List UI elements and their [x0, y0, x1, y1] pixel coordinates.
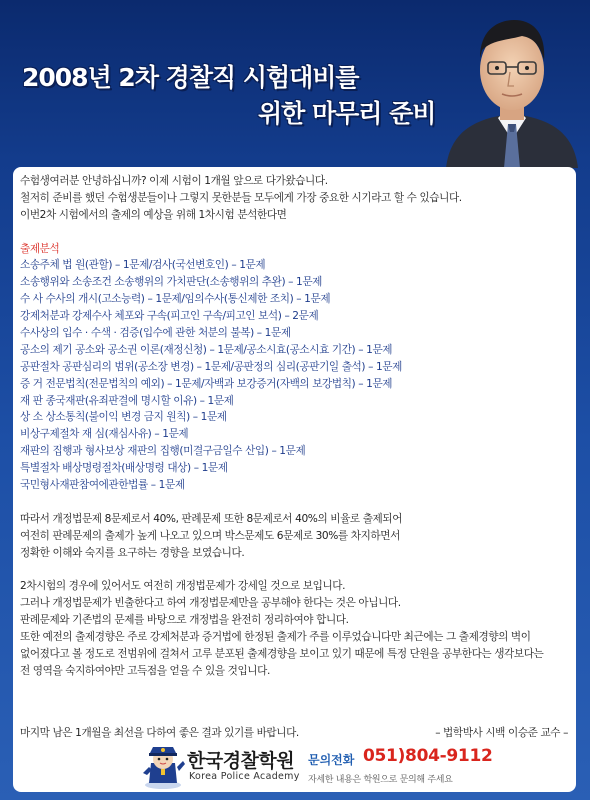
paragraph-line: 그러나 개정법문제가 빈출한다고 하여 개정법문제만을 공부해야 한다는 것은 아닙니다. [20, 597, 401, 610]
academy-footer [141, 743, 521, 791]
content-card [13, 167, 576, 792]
phone-number: 051)804-9112 [363, 746, 493, 766]
paragraph-line: 없어졌다고 볼 정도로 전범위에 걸쳐서 고루 분포된 출제경향을 보이고 있기 때문에 특정 단원을 공부한다는 생각보다는 [20, 647, 544, 660]
paragraph-line: 전 영역을 숙지하여야만 고득점을 얻을 수 있을 것입니다. [20, 664, 270, 677]
paragraph-line: 정확한 이해와 숙지를 요구하는 경향을 보였습니다. [20, 546, 245, 559]
analysis-item: 수사상의 입수 · 수색 · 검증(입수에 관한 처분의 불복) – 1문제 [20, 327, 291, 340]
analysis-item: 상 소 상소통칙(불이익 변경 금지 원칙) – 1문제 [20, 411, 227, 424]
header-banner [0, 0, 590, 168]
paragraph-line: 따라서 개정법문제 8문제로서 40%, 판례문제 또한 8문제로서 40%의 비율로 출제되어 [20, 512, 403, 525]
analysis-item: 재 판 종국재판(유죄판결에 명시할 이유) – 1문제 [20, 394, 234, 407]
phone-note: 자세한 내용은 학원으로 문의해 주세요 [308, 775, 453, 785]
intro-line: 수험생여러분 안녕하십니까? 이제 시험이 1개월 앞으로 다가왔습니다. [20, 175, 328, 187]
phone-label: 문의전화 [308, 753, 355, 767]
intro-line: 철저히 준비를 했던 수험생분들이나 그렇지 못한분들 모두에게 가장 중요한 시기라고 할 수 있습니다. [20, 191, 462, 204]
paragraph-line: 또한 예전의 출제경향은 주로 강제처분과 증거법에 한정된 출제가 주를 이루었습니다만 최근에는 그 출제경향의 벽이 [20, 631, 531, 644]
analysis-item: 공소의 제기 공소와 공소권 이론(재정신청) – 1문제/공소시효(공소시효 기간) – 1문제 [20, 343, 393, 356]
police-mascot-logo [141, 743, 185, 789]
author-signature: – 법학박사 시백 이승준 교수 – [435, 727, 568, 739]
analysis-item: 강제처분과 강제수사 체포와 구속(피고인 구속/피고인 보석) – 2문제 [20, 310, 319, 323]
professor-portrait [438, 6, 586, 168]
academy-name-en: Korea Police Academy [189, 771, 300, 782]
paragraph-line: 판례문제와 기존법의 문제를 바탕으로 개정법을 완전히 정리하여야 합니다. [20, 614, 349, 627]
paragraph-line: 여전히 판례문제의 출제가 높게 나오고 있으며 박스문제도 6문제로 30%를 차지하면서 [20, 529, 400, 542]
analysis-item: 공판절차 공판심리의 범위(공소장 변경) – 1문제/공판정의 심리(공판기일 출석) – 1문제 [20, 360, 402, 373]
intro-line: 이번2차 시험에서의 출제의 예상을 위해 1차시험 분석한다면 [20, 208, 287, 221]
closing-remark: 마지막 남은 1개월을 최선을 다하여 좋은 결과 있기를 바랍니다. [20, 727, 299, 739]
analysis-item: 특별절차 배상명령절차(배상명령 대상) – 1문제 [20, 462, 228, 475]
paragraph-line: 2차시험의 경우에 있어서도 여전히 개정법문제가 강세일 것으로 보입니다. [20, 580, 346, 593]
analysis-item: 소송행위와 소송조건 소송행위의 가치판단(소송행위의 추완) – 1문제 [20, 276, 323, 289]
analysis-item: 재판의 집행과 형사보상 재판의 집행(미결구금일수 산입) – 1문제 [20, 445, 306, 458]
academy-name-ko: 한국경찰학원 [187, 750, 295, 772]
analysis-heading: 출제분석 [20, 242, 60, 255]
page-title-line1: 2008년 2차 경찰직 시험대비를 [22, 63, 359, 92]
article-body [20, 173, 570, 680]
analysis-item: 비상구제절차 재 심(재심사유) – 1문제 [20, 428, 189, 441]
analysis-item: 국민형사재판참여에관한법률 – 1문제 [20, 479, 185, 492]
analysis-item: 증 거 전문법칙(전문법칙의 예외) – 1문제/자백과 보강증거(자백의 보강법칙) – 1문제 [20, 377, 393, 390]
page-title-line2: 위한 마무리 준비 [258, 99, 436, 128]
analysis-item: 소송주체 법 원(관할) – 1문제/검사(국선변호인) – 1문제 [20, 259, 266, 272]
analysis-item: 수 사 수사의 개시(고소능력) – 1문제/임의수사(통신제한 조치) – 1문제 [20, 293, 331, 306]
